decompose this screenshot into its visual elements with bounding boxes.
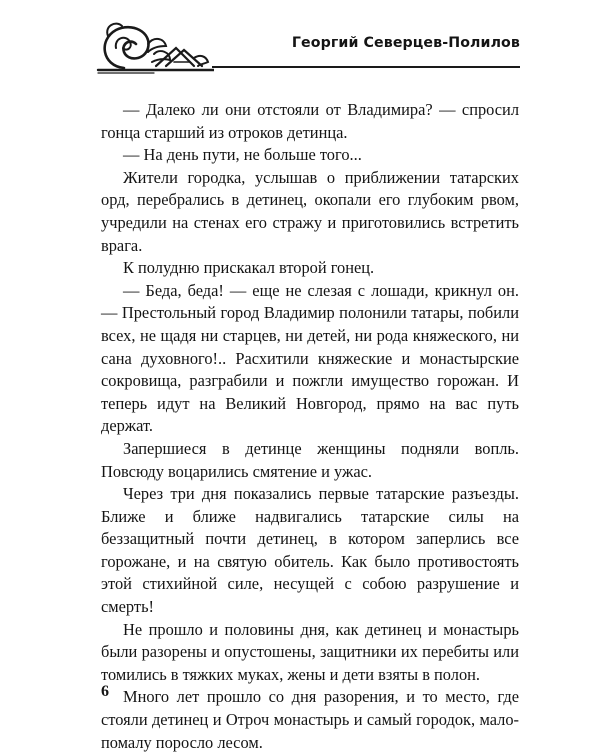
paragraph: — Далеко ли они отстояли от Владимира? — спросил гонца старший из отроков детинца. xyxy=(101,100,519,142)
header-rule xyxy=(212,66,520,68)
running-head: Георгий Северцев-Полилов xyxy=(291,35,520,51)
paragraph: Запершиеся в детинце женщины подняли вопль. Повсюду воцарились смятение и ужас. xyxy=(101,438,519,481)
page-number: 6 xyxy=(101,683,109,700)
paragraph: К полудню прискакал второй гонец. xyxy=(123,258,375,278)
paragraph: Жители городка, услышав о приближении татарских орд, перебрались в детинец, окопали его глубоким рвом, учредили на стенах его стражу и приготовились встретить врага. xyxy=(101,167,519,255)
paragraph: Через три дня показались первые татарские разъезды. Ближе и ближе надвигались татарские силы на беззащитный почти детинец, в котором заперлись все горожане, и на святую обитель. Как было противостоять этой стихийной силе, несущей с собою разрушение и смерть! xyxy=(101,484,519,617)
ornament-icon xyxy=(94,18,214,76)
page-header xyxy=(94,18,520,76)
paragraph: Не прошло и половины дня, как детинец и монастырь были разорены и опустошены, защитники их перебиты или томились в тяжких муках, жены и дети взяты в полон. xyxy=(101,619,519,684)
paragraph: — Беда, беда! — еще не слезая с лошади, крикнул он. — Престольный город Владимир полонили татары, побили всех, не щадя ни старцев, ни детей, ни рода княжеского, ни сана духовного!.. Расхитили княжеские и монастырские сокровища, разграбили и пожгли имущество горожан. И теперь идут на Великий Новгород, прямо на вас путь держат. xyxy=(101,280,519,436)
paragraph: — На день пути, не больше того... xyxy=(123,145,362,165)
paragraph: Много лет прошло со дня разорения, и то место, где стояли детинец и Отроч монастырь и самый городок, мало-помалу поросло лесом. xyxy=(101,687,519,752)
body-text xyxy=(101,99,519,754)
